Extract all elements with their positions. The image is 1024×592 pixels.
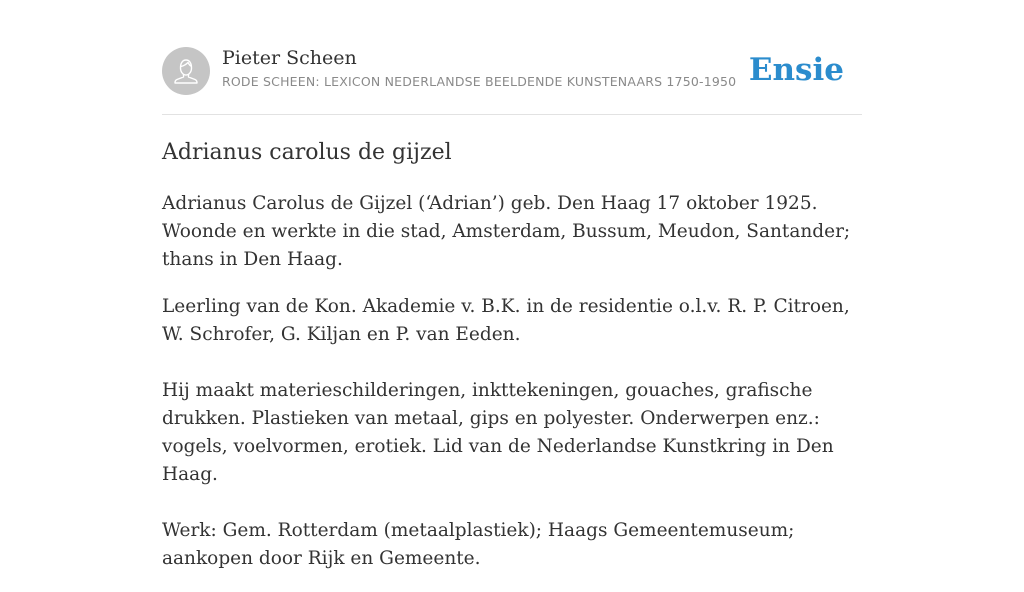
- article-body: [162, 190, 867, 592]
- author-name[interactable]: Pieter Scheen: [222, 47, 357, 69]
- source-lexicon[interactable]: RODE SCHEEN: LEXICON NEDERLANDSE BEELDENDE KUNSTENAARS 1750-1950: [222, 74, 737, 89]
- article-title: Adrianus carolus de gijzel: [162, 140, 452, 165]
- article-paragraph: Werk: Gem. Rotterdam (metaalplastiek); Haags Gemeentemuseum; aankopen door Rijk en Gemeente.: [162, 520, 795, 569]
- ensie-logo[interactable]: Ensie: [748, 52, 844, 88]
- article-paragraph: Leerling van de Kon. Akademie v. B.K. in de residentie o.l.v. R. P. Citroen, W. Schrofer, G. Kiljan en P. van Eeden.: [162, 296, 850, 345]
- author-header: [162, 46, 862, 115]
- article-paragraph: Hij maakt materieschilderingen, inkttekeningen, gouaches, grafische drukken. Plastieken van metaal, gips en polyester. Onderwerpen enz.: vogels, voelvormen, erotiek. Lid van de Nederlandse Kunstkring in Den Haag.: [162, 380, 834, 485]
- article-paragraph: Adrianus Carolus de Gijzel (‘Adrian’) geb. Den Haag 17 oktober 1925. Woonde en werkte in die stad, Amsterdam, Bussum, Meudon, Santander; thans in Den Haag.: [162, 193, 851, 270]
- user-avatar-icon[interactable]: [162, 47, 210, 95]
